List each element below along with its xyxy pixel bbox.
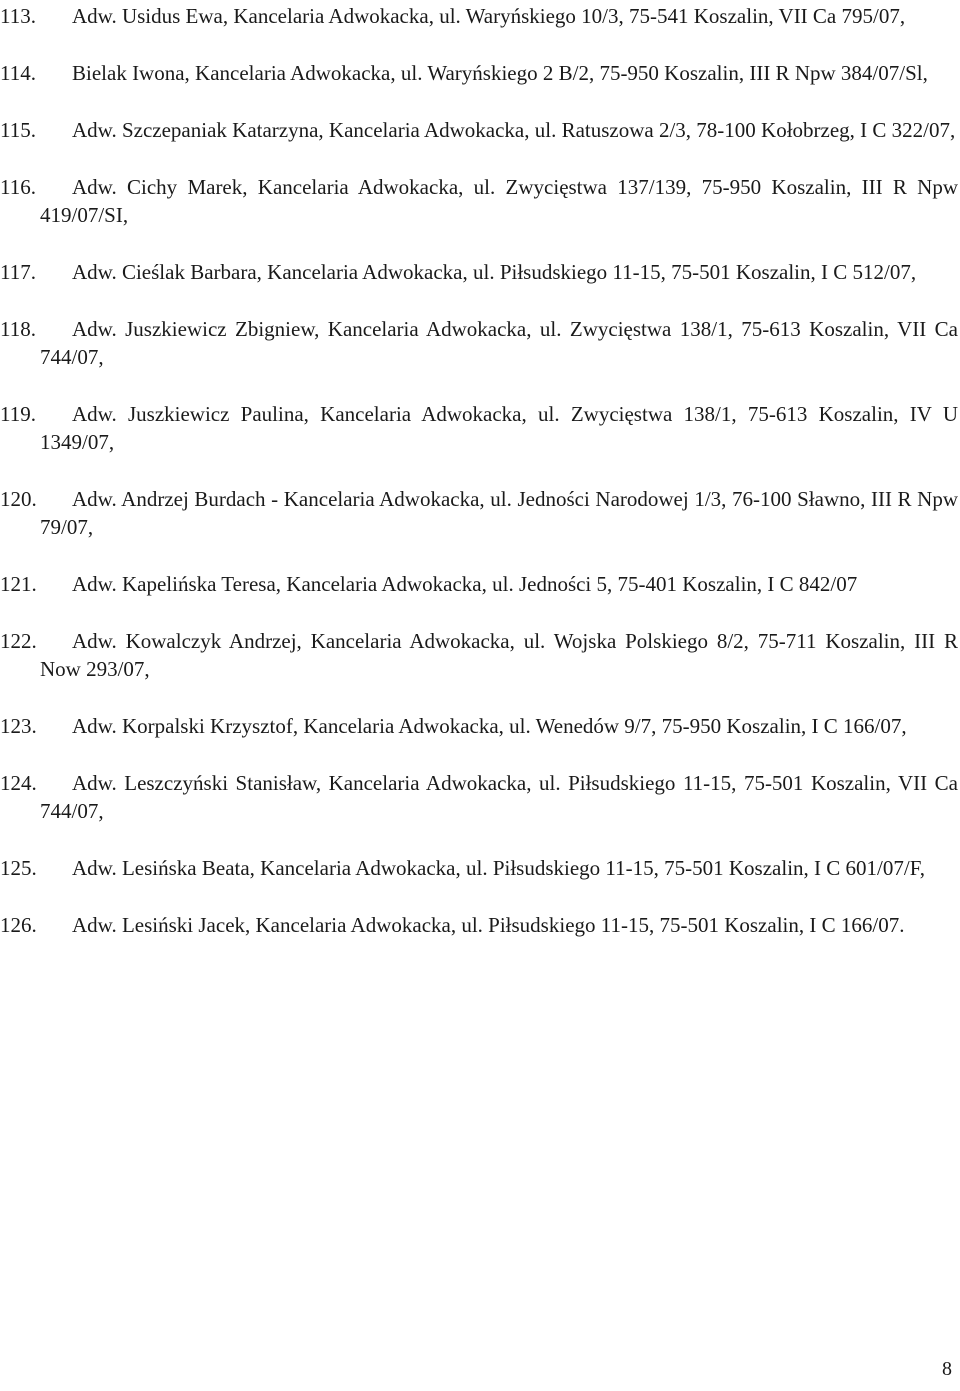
entry-number: 120. — [0, 487, 37, 511]
entry-text: Adw. Juszkiewicz Zbigniew, Kancelaria Adwokacka, ul. Zwycięstwa 138/1, 75-613 Koszalin, VII Ca 744/07, — [40, 317, 958, 369]
list-item-121 — [0, 570, 958, 598]
entry-text: Adw. Usidus Ewa, Kancelaria Adwokacka, ul. Waryńskiego 10/3, 75-541 Koszalin, VII Ca 795/07, — [72, 4, 906, 28]
list-item-115 — [0, 116, 958, 144]
entry-text: Adw. Kapelińska Teresa, Kancelaria Adwokacka, ul. Jedności 5, 75-401 Koszalin, I C 842/07 — [72, 572, 858, 596]
entry-number: 124. — [0, 771, 37, 795]
entry-text: Adw. Lesiński Jacek, Kancelaria Adwokacka, ul. Piłsudskiego 11-15, 75-501 Koszalin, I C 166/07. — [72, 913, 905, 937]
entry-text: Adw. Szczepaniak Katarzyna, Kancelaria Adwokacka, ul. Ratuszowa 2/3, 78-100 Kołobrzeg, I C 322/07, — [72, 118, 956, 142]
entry-text: Adw. Korpalski Krzysztof, Kancelaria Adwokacka, ul. Wenedów 9/7, 75-950 Koszalin, I C 166/07, — [72, 714, 907, 738]
entry-number: 122. — [0, 629, 37, 653]
entry-number: 114. — [0, 61, 36, 85]
list-item-124 — [0, 769, 958, 825]
list-item-114 — [0, 59, 958, 87]
entry-number: 121. — [0, 572, 37, 596]
list-item-125 — [0, 854, 958, 882]
document-page — [0, 2, 958, 968]
entry-text: Adw. Cichy Marek, Kancelaria Adwokacka, ul. Zwycięstwa 137/139, 75-950 Koszalin, III R Npw 419/07/SI, — [40, 175, 958, 227]
page-number: 8 — [942, 1358, 952, 1380]
list-item-123 — [0, 712, 958, 740]
entry-text: Adw. Leszczyński Stanisław, Kancelaria Adwokacka, ul. Piłsudskiego 11-15, 75-501 Koszalin, VII Ca 744/07, — [40, 771, 958, 823]
entry-text: Adw. Lesińska Beata, Kancelaria Adwokacka, ul. Piłsudskiego 11-15, 75-501 Koszalin, I C 601/07/F, — [72, 856, 925, 880]
entry-number: 116. — [0, 175, 36, 199]
list-item-119 — [0, 400, 958, 456]
list-item-126 — [0, 911, 958, 939]
list-item-116 — [0, 173, 958, 229]
entry-text: Adw. Cieślak Barbara, Kancelaria Adwokacka, ul. Piłsudskiego 11-15, 75-501 Koszalin, I C 512/07, — [72, 260, 917, 284]
entry-text: Adw. Andrzej Burdach - Kancelaria Adwokacka, ul. Jedności Narodowej 1/3, 76-100 Sławno, III R Npw 79/07, — [40, 487, 958, 539]
list-item-120 — [0, 485, 958, 541]
entry-number: 115. — [0, 118, 36, 142]
list-item-118 — [0, 315, 958, 371]
entry-text: Bielak Iwona, Kancelaria Adwokacka, ul. Waryńskiego 2 B/2, 75-950 Koszalin, III R Npw 384/07/Sl, — [72, 61, 928, 85]
list-item-122 — [0, 627, 958, 683]
entry-text: Adw. Juszkiewicz Paulina, Kancelaria Adwokacka, ul. Zwycięstwa 138/1, 75-613 Koszalin, IV U 1349/07, — [40, 402, 958, 454]
entry-number: 117. — [0, 260, 36, 284]
entry-number: 113. — [0, 4, 36, 28]
list-item-113 — [0, 2, 958, 30]
entry-number: 125. — [0, 856, 37, 880]
entry-number: 126. — [0, 913, 37, 937]
entry-number: 118. — [0, 317, 36, 341]
list-item-117 — [0, 258, 958, 286]
entry-text: Adw. Kowalczyk Andrzej, Kancelaria Adwokacka, ul. Wojska Polskiego 8/2, 75-711 Koszalin, III R Now 293/07, — [40, 629, 958, 681]
entry-number: 123. — [0, 714, 37, 738]
entry-number: 119. — [0, 402, 36, 426]
